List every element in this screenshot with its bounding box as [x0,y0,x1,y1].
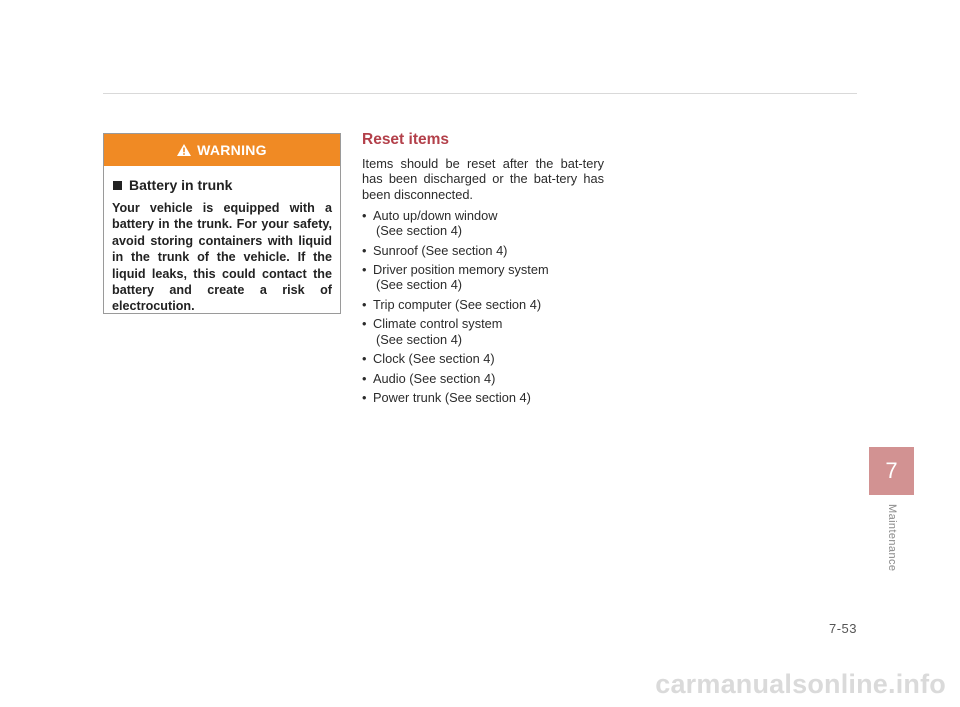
section-intro: Items should be reset after the bat-tery has been discharged or the bat-tery has been disconnected. [362,156,604,202]
reset-items-section [362,131,604,410]
bullet-icon: • [362,390,367,406]
watermark: carmanualsonline.info [655,669,946,699]
warning-body [104,166,340,315]
warning-text: Your vehicle is equipped with a battery in the trunk. For your safety, avoid storing containers with liquid in the trunk of the vehicle. If the liquid leaks, this could contact the battery and create a risk of electrocution. [112,201,332,314]
bullet-icon: • [362,296,367,312]
square-bullet-icon [113,181,122,190]
chapter-tab: 7 [869,447,914,495]
bullet-icon: • [362,351,367,367]
warning-label: WARNING [197,142,267,158]
warning-box [103,133,341,314]
list-item: • Clock (See section 4) [362,351,495,367]
warning-triangle-icon [177,144,191,156]
list-item: • Power trunk (See section 4) [362,390,531,406]
bullet-icon: • [362,207,367,223]
list-item: • Auto up/down window (See section 4) [362,207,498,239]
list-item: • Driver position memory system (See section 4) [362,262,549,293]
warning-subtitle-text: Battery in trunk [129,177,233,193]
list-item: • Sunroof (See section 4) [362,242,508,258]
bullet-icon: • [362,370,367,386]
bullet-icon: • [362,316,367,332]
top-divider [103,93,857,94]
page-number: 7-53 [828,621,857,636]
section-title: Reset items [362,131,450,148]
bullet-icon: • [362,262,367,278]
warning-header [104,134,340,166]
chapter-label: Maintenance [886,504,898,572]
bullet-icon: • [362,242,367,258]
list-item: • Trip computer (See section 4) [362,296,542,312]
warning-subtitle [112,177,332,193]
list-item: • Climate control system (See section 4) [362,316,503,347]
reset-items-list [362,208,604,406]
list-item: • Audio (See section 4) [362,370,496,386]
